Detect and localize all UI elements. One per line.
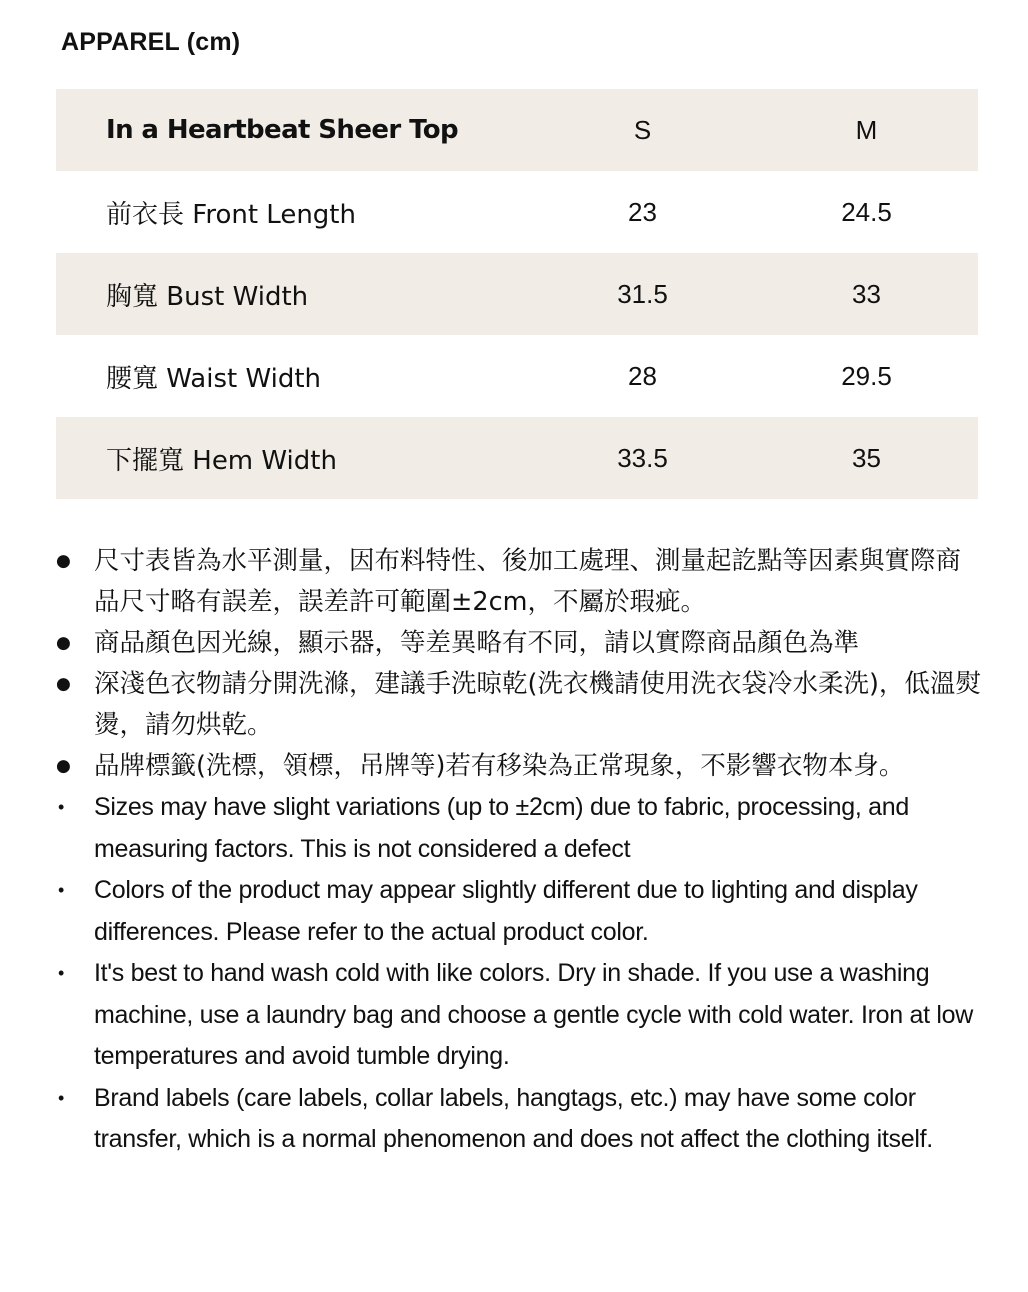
size-header-m: M (855, 114, 878, 145)
value-s: 33.5 (617, 442, 668, 473)
value-m: 24.5 (841, 196, 892, 227)
value-m: 29.5 (841, 360, 892, 391)
note-en-labels: • Brand labels (care labels, collar labels, hangtags, etc.) may have some color transfer, which is a normal phenomenon and does not affect the clothing itself. (56, 1078, 981, 1161)
table-header-row (56, 89, 978, 171)
note-en-color: • Colors of the product may appear slightly different due to lighting and display differences. Please refer to the actual product color. (56, 870, 981, 953)
note-zh-color: ● 商品顏色因光線，顯示器，等差異略有不同，請以實際商品顏色為準 (56, 623, 981, 664)
row-label: 腰寬 Waist Width (106, 363, 322, 394)
product-name-header: In a Heartbeat Sheer Top (106, 115, 459, 145)
row-label: 前衣長 Front Length (106, 199, 356, 230)
table-row-front-length (56, 171, 978, 253)
size-header-s: S (633, 114, 652, 145)
row-label: 下擺寬 Hem Width (106, 445, 337, 476)
note-en-measurement: • Sizes may have slight variations (up to ±2cm) due to fabric, processing, and measuring factors. This is not considered a defect (56, 787, 981, 870)
note-en-washing: • It's best to hand wash cold with like colors. Dry in shade. If you use a washing machine, use a laundry bag and choose a gentle cycle with cold water. Iron at low temperatures and avoid tumble drying. (56, 953, 981, 1078)
value-m: 33 (852, 278, 881, 309)
value-s: 23 (628, 196, 657, 227)
table-row-hem-width (56, 417, 978, 499)
row-label: 胸寬 Bust Width (106, 281, 309, 312)
table-row-bust-width (56, 253, 978, 335)
value-m: 35 (852, 442, 881, 473)
size-chart-table (56, 89, 978, 499)
value-s: 31.5 (617, 278, 668, 309)
note-zh-measurement: ● 尺寸表皆為水平測量，因布料特性、後加工處理、測量起訖點等因素與實際商品尺寸略有誤差，誤差許可範圍±2cm，不屬於瑕疵。 (56, 541, 981, 623)
value-s: 28 (628, 360, 657, 391)
care-notes-list (56, 541, 981, 1161)
table-row-waist-width (56, 335, 978, 417)
note-zh-washing: ● 深淺色衣物請分開洗滌，建議手洗晾乾(洗衣機請使用洗衣袋冷水柔洗)，低溫熨燙，請勿烘乾。 (56, 664, 981, 746)
note-zh-labels: ● 品牌標籤(洗標，領標，吊牌等)若有移染為正常現象，不影響衣物本身。 (56, 746, 981, 787)
section-title: APPAREL (cm) (61, 28, 241, 56)
